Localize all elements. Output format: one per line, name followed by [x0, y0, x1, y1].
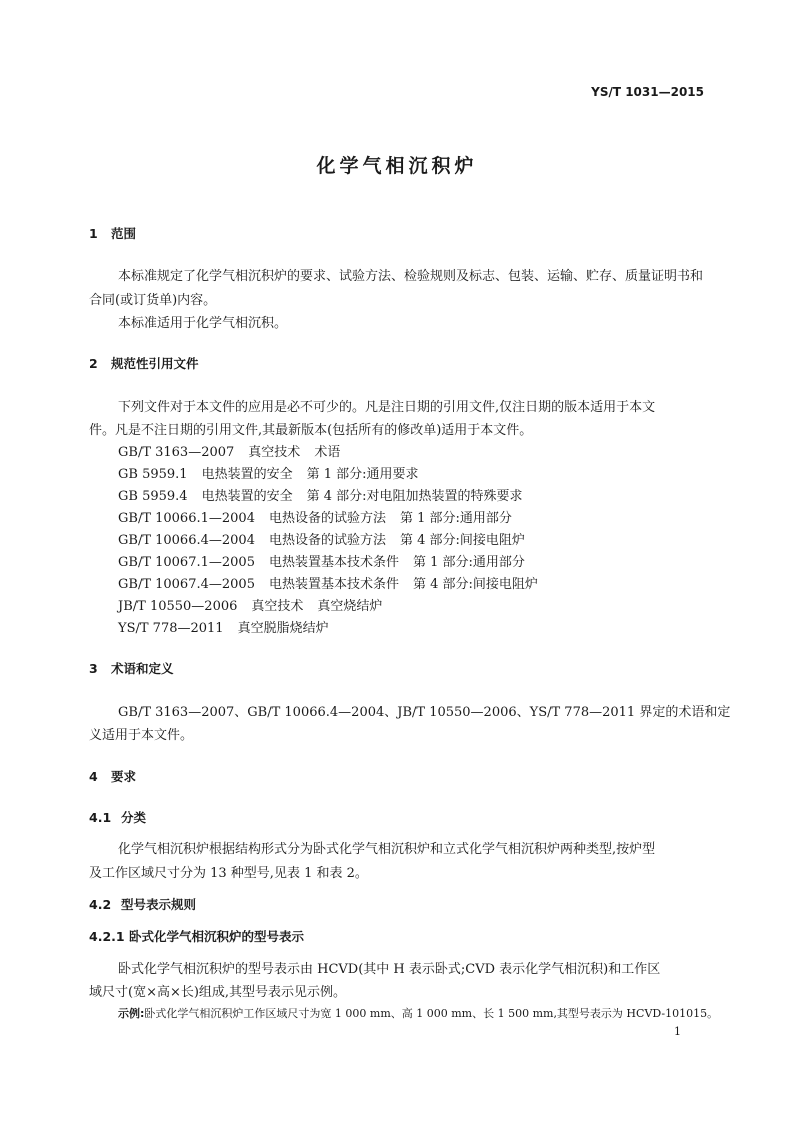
reference-name: 电热设备的试验方法: [268, 511, 386, 526]
paragraph-line: GB/T 3163—2007、GB/T 10066.4—2004、JB/T 10550—2006、YS/T 778—2011 界定的术语和定: [118, 705, 731, 720]
reference-code: GB/T 3163—2007: [118, 445, 235, 460]
paragraph-line: 本标准适用于化学气相沉积。: [118, 316, 288, 331]
subsection-4-2-1-heading: [89, 927, 304, 945]
reference-code: GB/T 10067.1—2005: [118, 555, 255, 570]
document-title: 化学气相沉积炉: [316, 155, 478, 177]
paragraph-line: 化学气相沉积炉根据结构形式分为卧式化学气相沉积炉和立式化学气相沉积炉两种类型,按炉型: [118, 842, 656, 857]
section-number: 3: [89, 661, 98, 676]
paragraph-line: 及工作区域尺寸分为 13 种型号,见表 1 和表 2。: [89, 866, 368, 881]
subsection-number: 4.1: [89, 810, 112, 825]
reference-item: [118, 551, 525, 570]
reference-name: 电热设备的试验方法: [268, 533, 386, 548]
reference-item: [118, 529, 525, 548]
example-line: [118, 1005, 718, 1021]
reference-code: GB/T 10066.1—2004: [118, 511, 255, 526]
section-3-heading: [89, 659, 174, 677]
section-title: 要求: [111, 769, 137, 784]
reference-item: [118, 507, 512, 526]
reference-name: 电热装置基本技术条件: [268, 577, 399, 592]
reference-part: 第 4 部分:间接电阻炉: [399, 533, 525, 548]
reference-code: GB 5959.1: [118, 467, 188, 482]
subsection-number: 4.2.1: [89, 929, 125, 944]
reference-part: 第 4 部分:对电阻加热装置的特殊要求: [306, 489, 523, 504]
reference-item: [118, 463, 419, 482]
reference-name: 电热装置的安全: [201, 467, 293, 482]
reference-part: 第 4 部分:间接电阻炉: [412, 577, 538, 592]
section-title: 范围: [111, 226, 137, 241]
subsection-number: 4.2: [89, 897, 112, 912]
reference-name: 电热装置基本技术条件: [268, 555, 399, 570]
section-2-heading: [89, 354, 199, 372]
subsection-4-2-heading: [89, 895, 196, 913]
reference-part: 第 1 部分:通用部分: [399, 511, 512, 526]
reference-code: GB/T 10067.4—2005: [118, 577, 255, 592]
reference-code: JB/T 10550—2006: [118, 599, 238, 614]
section-1-heading: [89, 224, 136, 242]
reference-part: 第 1 部分:通用要求: [306, 467, 419, 482]
paragraph-line: 义适用于本文件。: [89, 728, 194, 743]
section-title: 规范性引用文件: [111, 356, 199, 371]
reference-part: 真空烧结炉: [317, 599, 383, 614]
reference-code: GB 5959.4: [118, 489, 188, 504]
paragraph-line: 合同(或订货单)内容。: [89, 293, 217, 308]
reference-part: 术语: [314, 445, 341, 460]
reference-name: 真空技术: [248, 445, 301, 460]
reference-code: GB/T 10066.4—2004: [118, 533, 255, 548]
section-4-heading: [89, 767, 136, 785]
reference-item: [118, 441, 340, 460]
section-number: 4: [89, 769, 98, 784]
reference-item: [118, 617, 329, 636]
page-number: 1: [674, 1025, 681, 1038]
paragraph-line: 卧式化学气相沉积炉的型号表示由 HCVD(其中 H 表示卧式;CVD 表示化学气相沉积)和工作区: [118, 962, 661, 977]
paragraph-line: 域尺寸(宽×高×长)组成,其型号表示见示例。: [89, 985, 347, 1000]
section-number: 1: [89, 226, 98, 241]
paragraph-line: 本标准规定了化学气相沉积炉的要求、试验方法、检验规则及标志、包装、运输、贮存、质量证明书和: [118, 269, 704, 284]
section-number: 2: [89, 356, 98, 371]
reference-name: 电热装置的安全: [201, 489, 293, 504]
reference-item: [118, 573, 538, 592]
subsection-title: 型号表示规则: [121, 897, 197, 912]
paragraph-line: 件。凡是不注日期的引用文件,其最新版本(包括所有的修改单)适用于本文件。: [89, 423, 533, 438]
standard-code: YS/T 1031—2015: [591, 85, 704, 99]
reference-name: 真空脱脂烧结炉: [237, 621, 329, 636]
subsection-title: 分类: [121, 810, 147, 825]
subsection-title: 卧式化学气相沉积炉的型号表示: [129, 929, 305, 944]
reference-name: 真空技术: [251, 599, 304, 614]
example-label: 示例:: [118, 1007, 145, 1020]
reference-code: YS/T 778—2011: [118, 621, 224, 636]
subsection-4-1-heading: [89, 808, 146, 826]
reference-part: 第 1 部分:通用部分: [412, 555, 525, 570]
reference-item: [118, 485, 523, 504]
paragraph-line: 下列文件对于本文件的应用是必不可少的。凡是注日期的引用文件,仅注日期的版本适用于本文: [118, 400, 656, 415]
reference-item: [118, 595, 382, 614]
example-text: 卧式化学气相沉积炉工作区域尺寸为宽 1 000 mm、高 1 000 mm、长 1 500 mm,其型号表示为 HCVD-101015。: [144, 1007, 719, 1020]
section-title: 术语和定义: [111, 661, 174, 676]
